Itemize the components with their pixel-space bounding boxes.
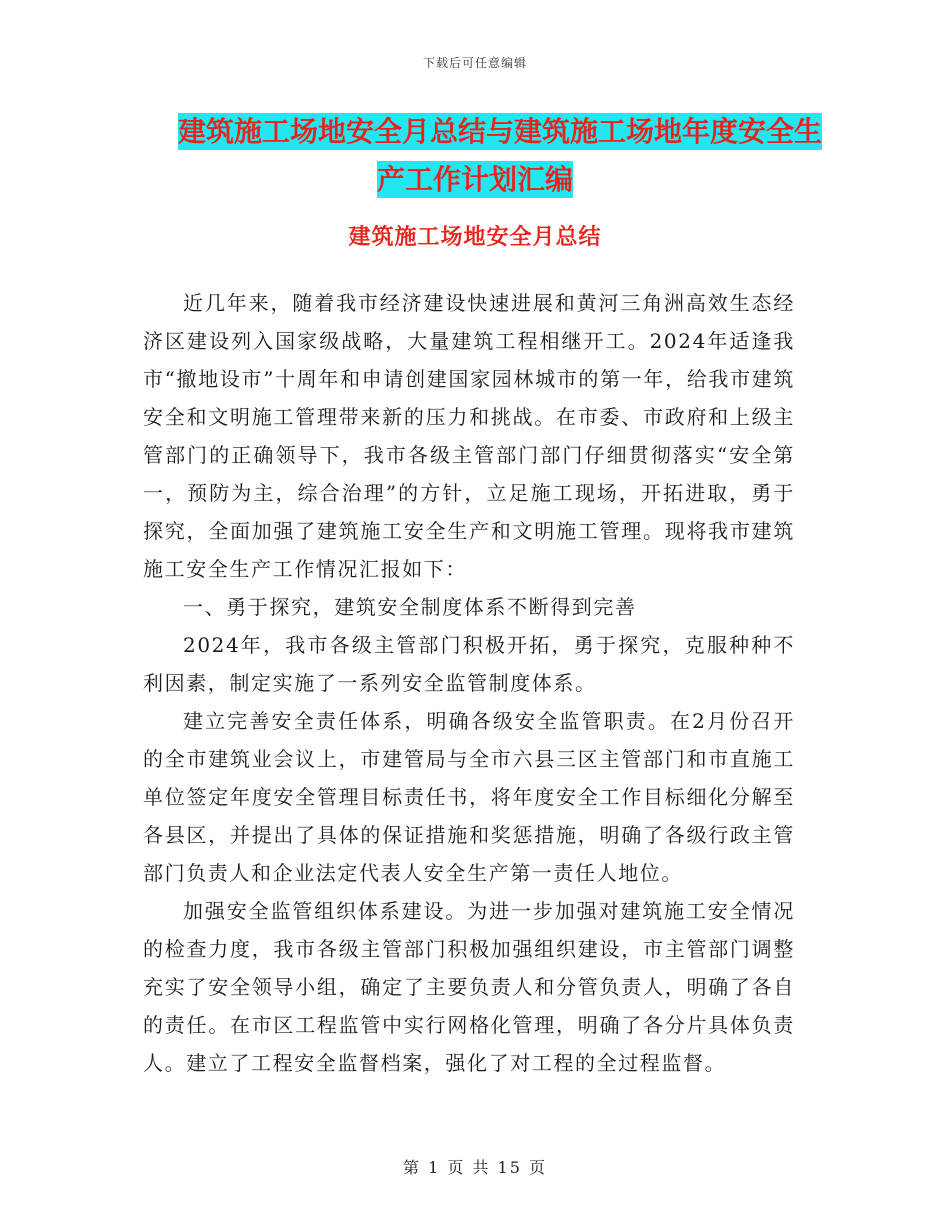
- document-title-line-1: [0, 108, 950, 156]
- document-body: [143, 284, 795, 1082]
- page-header-note: 下载后可任意编辑: [422, 56, 527, 70]
- page-footer: 第 1 页 共 15 页: [403, 1158, 547, 1177]
- document-title: [0, 108, 950, 204]
- paragraph-organization: 加强安全监管组织体系建设。为进一步加强对建筑施工安全情况的检查力度，我市各级主管部门积极加强组织建设，市主管部门调整充实了安全领导小组，确定了主要负责人和分管负责人，明确了各自的责任。在市区工程监管中实行网格化管理，明确了各分片具体负责人。建立了工程安全监督档案，强化了对工程的全过程监督。: [143, 899, 795, 1075]
- paragraph-intro: 近几年来，随着我市经济建设快速进展和黄河三角洲高效生态经济区建设列入国家级战略，大量建筑工程相继开工。2024年适逢我市“撤地设市”十周年和申请创建国家园林城市的第一年，给我市建筑安全和文明施工管理带来新的压力和挑战。在市委、市政府和上级主管部门的正确领导下，我市各级主管部门部门仔细贯彻落实“安全第一，预防为主，综合治理”的方针，立足施工现场，开拓进取，勇于探究，全面加强了建筑施工安全生产和文明施工管理。现将我市建筑施工安全生产工作情况汇报如下：: [143, 291, 795, 581]
- section-title: 建筑施工场地安全月总结: [348, 224, 602, 250]
- title-highlight-1: 建筑施工场地安全月总结与建筑施工场地年度安全生: [177, 115, 822, 148]
- paragraph-2024: 2024年，我市各级主管部门积极开拓，勇于探究，克服种种不利因素，制定实施了一系列安全监管制度体系。: [143, 633, 795, 695]
- document-title-line-2: [377, 161, 573, 198]
- paragraph-responsibility: 建立完善安全责任体系，明确各级安全监管职责。在2月份召开的全市建筑业会议上，市建管局与全市六县三区主管部门和市直施工单位签定年度安全管理目标责任书，将年度安全工作目标细化分解至各县区，并提出了具体的保证措施和奖惩措施，明确了各级行政主管部门负责人和企业法定代表人安全生产第一责任人地位。: [143, 709, 795, 885]
- paragraph-heading-1: 一、勇于探究，建筑安全制度体系不断得到完善: [183, 595, 637, 619]
- title-highlight-2: 产工作计划汇编: [376, 163, 573, 196]
